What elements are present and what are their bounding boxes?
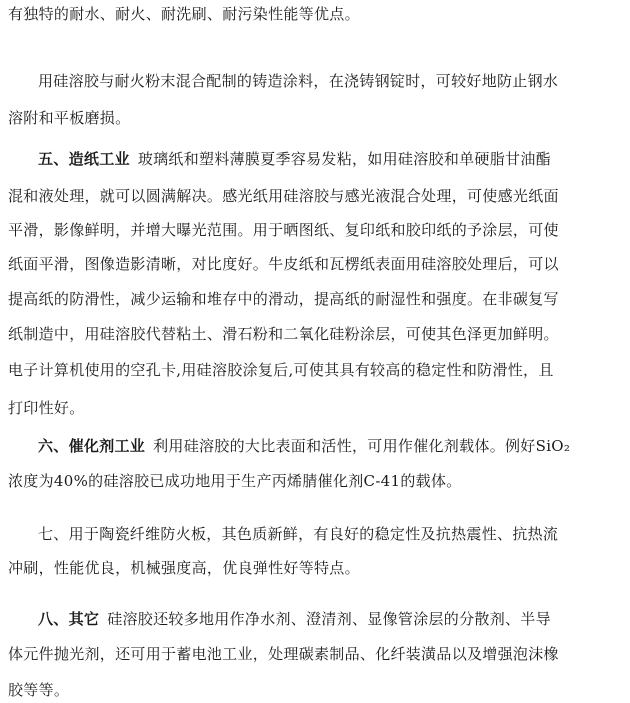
intro-line: 有独特的耐水、耐火、耐洗刷、耐污染性能等优点。 xyxy=(8,5,360,23)
paper-line-4: 纸面平滑，图像造影清晰，对比度好。牛皮纸和瓦楞纸表面用硅溶胶处理后，可以 xyxy=(8,255,559,273)
catalyst-text-1: 利用硅溶胶的大比表面和活性，可用作催化剂载体。例好SiO₂ xyxy=(153,437,571,455)
section-heading-paper: 五、造纸工业 xyxy=(38,150,130,168)
other-line-1 xyxy=(38,609,551,629)
section-heading-other: 八、其它 xyxy=(38,610,100,628)
paper-line-3: 平滑，影像鲜明，并增大曝光范围。用于晒图纸、复印纸和胶印纸的予涂层，可使 xyxy=(8,221,559,239)
other-line-2: 体元件抛光剂，还可用于蓄电池工业，处理碳素制品、化纤装潢品以及增强泡沫橡 xyxy=(8,645,559,663)
ceramic-line-1: 七、用于陶瓷纤维防火板，其色质新鲜，有良好的稳定性及抗热震性、抗热流 xyxy=(38,525,559,543)
paper-line-2: 混和液处理，就可以圆满解决。感光纸用硅溶胶与感光液混合处理，可使感光纸面 xyxy=(8,187,559,205)
paper-line-8: 打印性好。 xyxy=(8,399,85,417)
catalyst-line-1 xyxy=(38,436,570,456)
paper-line-7: 电子计算机使用的空孔卡,用硅溶胶涂复后,可使其具有较高的稳定性和防滑性，且 xyxy=(8,361,554,379)
other-line-3: 胶等等。 xyxy=(8,681,70,699)
casting-line-1: 用硅溶胶与耐火粉末混合配制的铸造涂料，在浇铸钢锭时，可较好地防止钢水 xyxy=(38,72,559,90)
casting-line-2: 溶附和平板磨损。 xyxy=(8,109,131,127)
paper-line-5: 提高纸的防滑性，减少运输和堆存中的滑动，提高纸的耐湿性和强度。在非碳复写 xyxy=(8,290,559,308)
other-text-1: 硅溶胶还较多地用作净水剂、澄清剂、显像管涂层的分散剂、半导 xyxy=(107,610,551,628)
paper-line-6: 纸制造中，用硅溶胶代替粘土、滑石粉和二氧化硅粉涂层，可使其色泽更加鲜明。 xyxy=(8,325,559,343)
catalyst-line-2: 浓度为40%的硅溶胶已成功地用于生产丙烯腈催化剂C-41的载体。 xyxy=(8,472,462,490)
section-heading-catalyst: 六、催化剂工业 xyxy=(38,437,146,455)
ceramic-line-2: 冲刷，性能优良，机械强度高，优良弹性好等特点。 xyxy=(8,559,360,577)
paper-text-1: 玻璃纸和塑料薄膜夏季容易发粘，如用硅溶胶和单硬脂甘油酯 xyxy=(137,150,551,168)
paper-line-1 xyxy=(38,149,551,169)
